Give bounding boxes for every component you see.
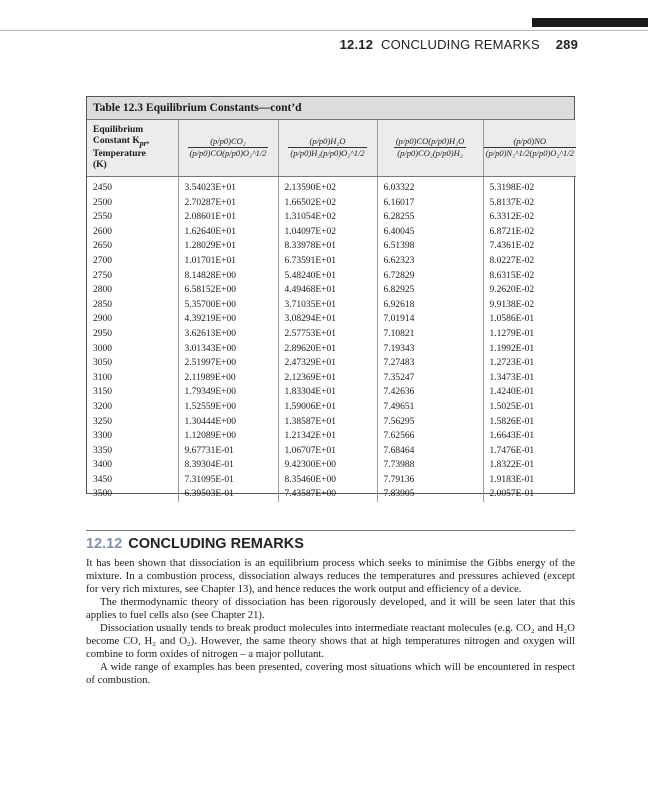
table-row [87,177,576,196]
value-cell: 2.12369E+01 [278,371,377,386]
value-cell: 8.6315E-02 [489,270,535,281]
temperature-cell: 3100 [87,371,178,386]
value-cell: 6.39503E-01 [178,487,278,502]
value-cell: 1.21342E+01 [278,429,377,444]
table-row [87,254,576,269]
header-col-1 [178,120,278,177]
value-cell: 1.9183E-01 [489,474,535,485]
value-cell: 6.72829 [377,269,483,284]
temperature-cell: 2600 [87,225,178,240]
value-cell: 7.68464 [377,444,483,459]
value-cell: 5.48240E+01 [278,269,377,284]
table-row [87,327,576,342]
temperature-cell: 2450 [87,177,178,196]
table-row [87,225,576,240]
value-cell: 1.8322E-01 [489,460,535,471]
value-cell: 6.58152E+00 [178,283,278,298]
header-col-4 [483,120,576,177]
value-cell: 6.8721E-02 [489,226,535,237]
temperature-cell: 2850 [87,298,178,313]
temperature-cell: 2800 [87,283,178,298]
table-row [87,283,576,298]
value-cell: 7.10821 [377,327,483,342]
table-caption: Table 12.3 Equilibrium Constants—cont’d [87,97,574,120]
paragraph-3: Dissociation usually tends to break product molecules into intermediate reactant molecules (e.g. CO₂ and H₂O become CO, H₂ and O₂). However, the same theory shows that at high temperatures nitrogen and oxygen will combine to form oxides of nitrogen – a major pollutant. [86,622,575,660]
value-cell: 7.4361E-02 [489,241,535,252]
value-cell: 5.3198E-02 [489,183,535,193]
value-cell: 6.73591E+01 [278,254,377,269]
value-cell: 7.83905 [377,487,483,502]
value-cell: 6.62323 [377,254,483,269]
value-cell: 7.49651 [377,400,483,415]
value-cell: 6.51398 [377,239,483,254]
temperature-cell: 2700 [87,254,178,269]
temperature-cell: 2900 [87,312,178,327]
table-row [87,356,576,371]
table-row [87,429,576,444]
value-cell: 8.39304E-01 [178,458,278,473]
table-row [87,473,576,488]
value-cell: 1.62640E+01 [178,225,278,240]
temperature-cell: 2650 [87,239,178,254]
value-cell: 1.30444E+00 [178,415,278,430]
header-col-1-numerator: (p/p0)CO₂ [210,135,246,146]
paragraph-4: A wide range of examples has been presented, covering most situations which will be encountered in respect of combustion. [86,661,575,686]
header-col-3 [377,120,483,177]
value-cell: 1.04097E+02 [278,225,377,240]
value-cell: 6.16017 [377,196,483,211]
header-col-2-numerator: (p/p0)H₂O [309,135,346,146]
value-cell: 7.31095E-01 [178,473,278,488]
table-row [87,210,576,225]
value-cell: 9.2620E-02 [489,285,535,296]
value-cell: 2.51997E+00 [178,356,278,371]
value-cell: 1.52559E+00 [178,400,278,415]
table-row [87,342,576,357]
value-cell: 7.42636 [377,385,483,400]
table-row [87,239,576,254]
temperature-cell: 3500 [87,487,178,502]
header-col-4-numerator: (p/p0)NO [513,135,547,146]
temperature-cell: 3050 [87,356,178,371]
table-header-row [87,120,576,177]
value-cell: 6.40045 [377,225,483,240]
value-cell: 1.28029E+01 [178,239,278,254]
header-label-line4: (K) [93,159,107,170]
temperature-cell: 3450 [87,473,178,488]
value-cell: 1.7476E-01 [489,445,535,456]
value-cell: 2.57753E+01 [278,327,377,342]
value-cell: 3.01343E+00 [178,342,278,357]
header-temperature: Equilibrium Constant $K_{pr}$, Temperature (K) [87,120,178,177]
value-cell: 9.67731E-01 [178,444,278,459]
header-col-3-denominator: (p/p0)CO₂(p/p0)H₂ [394,147,467,159]
value-cell: 2.89620E+01 [278,342,377,357]
value-cell: 8.14828E+00 [178,269,278,284]
value-cell: 7.56295 [377,415,483,430]
value-cell: 6.03322 [377,177,483,196]
table-row [87,269,576,284]
value-cell: 1.0586E-01 [489,314,535,325]
table-row [87,312,576,327]
value-cell: 2.0057E-01 [489,489,535,500]
value-cell: 1.6643E-01 [489,431,535,442]
value-cell: 7.19343 [377,342,483,357]
value-cell: 7.79136 [377,473,483,488]
value-cell: 7.35247 [377,371,483,386]
value-cell: 6.82925 [377,283,483,298]
value-cell: 2.08601E+01 [178,210,278,225]
table-row [87,298,576,313]
temperature-cell: 2750 [87,269,178,284]
value-cell: 3.08294E+01 [278,312,377,327]
value-cell: 1.5025E-01 [489,401,535,412]
value-cell: 1.66502E+02 [278,196,377,211]
value-cell: 1.31054E+02 [278,210,377,225]
running-head-section-number: 12.12 [339,37,374,52]
value-cell: 5.8137E-02 [489,197,535,208]
value-cell: 1.2723E-01 [489,358,535,369]
value-cell: 4.39219E+00 [178,312,278,327]
value-cell: 5.35700E+00 [178,298,278,313]
page-number: 289 [555,37,578,52]
header-accent-bar [532,18,648,27]
value-cell: 1.38587E+01 [278,415,377,430]
table-row [87,400,576,415]
header-col-2 [278,120,377,177]
value-cell: 6.92618 [377,298,483,313]
temperature-cell: 3400 [87,458,178,473]
header-label-line2-sub: pr [139,138,147,148]
value-cell: 6.28255 [377,210,483,225]
header-label-line1: Equilibrium [93,125,144,136]
table-row [87,196,576,211]
value-cell: 3.62613E+00 [178,327,278,342]
temperature-cell: 3000 [87,342,178,357]
value-cell: 7.73988 [377,458,483,473]
value-cell: 1.79349E+00 [178,385,278,400]
header-col-3-numerator: (p/p0)CO(p/p0)H₂O [395,135,465,146]
value-cell: 4.49468E+01 [278,283,377,298]
table-row [87,371,576,386]
value-cell: 1.83304E+01 [278,385,377,400]
value-cell: 7.01914 [377,312,483,327]
value-cell: 2.70287E+01 [178,196,278,211]
header-col-4-denominator: (p/p0)N₂^1/2(p/p0)O₂^1/2 [485,147,574,158]
table-row [87,444,576,459]
value-cell: 2.11989E+00 [178,371,278,386]
section-heading [86,536,304,552]
value-cell: 1.1279E-01 [489,328,535,339]
value-cell: 1.5826E-01 [489,416,535,427]
value-cell: 3.54023E+01 [178,177,278,196]
temperature-cell: 2950 [87,327,178,342]
value-cell: 3.71035E+01 [278,298,377,313]
value-cell: 7.43587E+00 [278,487,377,502]
temperature-cell: 3150 [87,385,178,400]
value-cell: 9.9138E-02 [489,299,535,310]
header-label-line2: Constant K [93,136,140,147]
section-body [86,557,575,687]
value-cell: 1.01701E+01 [178,254,278,269]
temperature-cell: 3200 [87,400,178,415]
header-col-1-denominator: (p/p0)CO(p/p0)O₂^1/2 [189,147,267,158]
table-row [87,415,576,430]
value-cell: 8.33978E+01 [278,239,377,254]
paragraph-2: The thermodynamic theory of dissociation has been rigorously developed, and it will be seen later that this applies to fuel cells also (see Chapter 21). [86,596,575,621]
value-cell: 2.47329E+01 [278,356,377,371]
section-rule [86,530,575,531]
value-cell: 1.4240E-01 [489,387,535,398]
table-row [87,385,576,400]
section-heading-title: CONCLUDING REMARKS [128,536,304,552]
temperature-cell: 3250 [87,415,178,430]
running-head-section-title: CONCLUDING REMARKS [380,37,540,52]
value-cell: 9.42300E+00 [278,458,377,473]
table-row [87,458,576,473]
header-col-2-denominator: (p/p0)H₂(p/p0)O₂^1/2 [290,147,365,158]
temperature-cell: 3350 [87,444,178,459]
equilibrium-constants-table [86,96,575,500]
paragraph-1: It has been shown that dissociation is an equilibrium process which seeks to minimise the Gibbs energy of the mixture. In a combustion process, dissociation always reduces the temperatures and pressures achieved (except for very rich mixtures, see Chapter 13), and hence reduces the work output and efficiency of a device. [86,557,575,595]
value-cell: 8.0227E-02 [489,255,535,266]
value-cell: 7.27483 [377,356,483,371]
value-cell: 6.3312E-02 [489,212,535,223]
value-cell: 8.35460E+00 [278,473,377,488]
value-cell: 2.13590E+02 [278,177,377,196]
data-table [87,120,576,502]
temperature-cell: 2500 [87,196,178,211]
value-cell: 1.3473E-01 [489,372,535,383]
temperature-cell: 3300 [87,429,178,444]
table-row [87,487,576,502]
temperature-cell: 2550 [87,210,178,225]
running-head [340,37,578,52]
header-rule [0,30,648,31]
header-label-line3: Temperature [93,148,146,159]
value-cell: 7.62566 [377,429,483,444]
table-body [87,177,576,503]
value-cell: 1.06707E+01 [278,444,377,459]
value-cell: 1.59006E+01 [278,400,377,415]
value-cell: 1.12089E+00 [178,429,278,444]
section-heading-number: 12.12 [86,536,123,552]
value-cell: 1.1992E-01 [489,343,535,354]
